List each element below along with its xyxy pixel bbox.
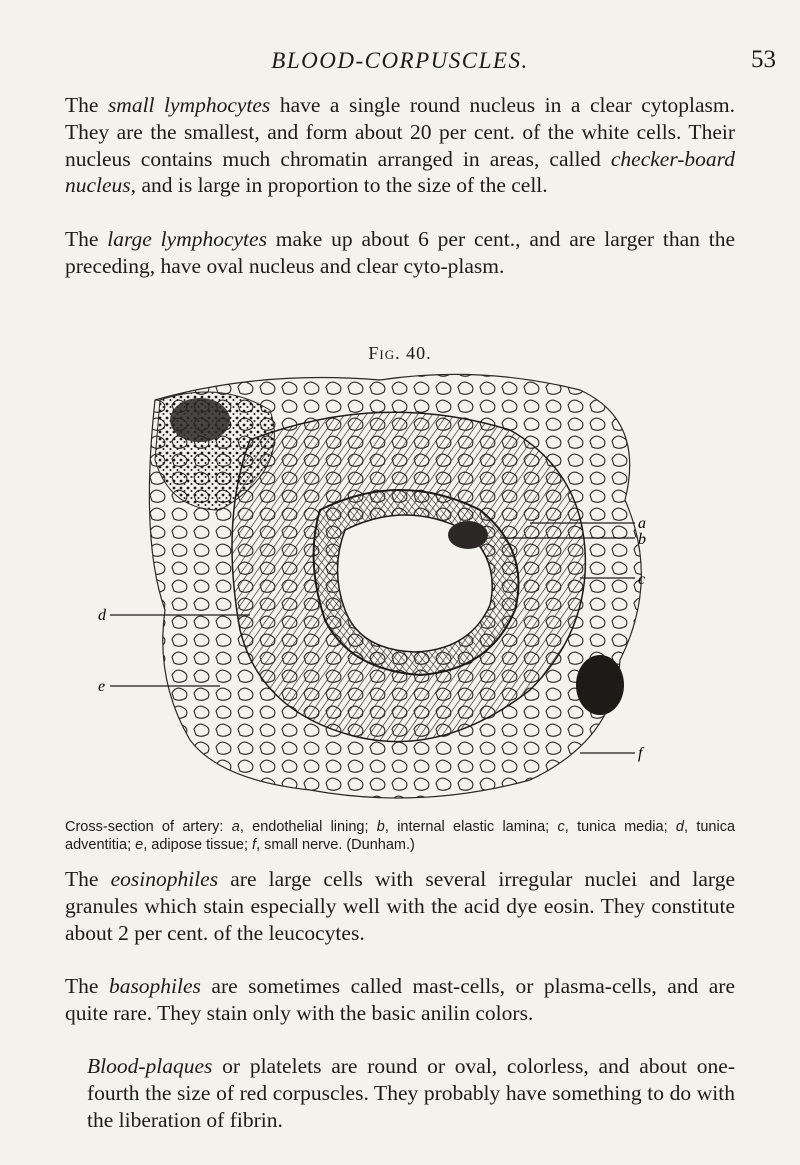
label-c: c [638,571,646,588]
text: and is large in proportion to the size of the cell. [136,173,548,198]
term-small-lymphocytes: small lymphocytes [107,93,271,117]
figure-caption [65,818,735,854]
text: , adipose tissue; [143,837,253,853]
text: have a single round nucleus in a clear cytoplasm. They are the smallest, and form about 20 per cent. of the white cells. Their nucleus contains much chromatin arranged in areas, called [65,93,735,171]
term-basophiles: basophiles [108,974,201,998]
figure-title: Fig. 40. [368,343,432,363]
text: Cross-section of artery: [65,819,232,835]
caption-key-e: e [135,837,144,853]
text: The [65,93,108,117]
label-e: e [98,678,106,695]
caption-key-a: a [231,819,240,835]
label-f: f [638,745,643,762]
paragraph-blood-plaques [65,1053,735,1133]
text: , endothelial lining; [239,819,377,835]
text: The [65,227,108,251]
caption-key-c: c [557,819,565,835]
page-header [0,48,800,88]
dark-cluster [448,521,488,549]
text: , tunica media; [564,819,676,835]
text: , internal elastic lamina; [384,819,558,835]
text: , small nerve. (Dunham.) [256,837,415,853]
term-checker-board-nucleus: checker-board nucleus, [65,146,735,198]
text: are large cells with several irregular nuclei and large granules which stain especially well with the acid dye eosin. They constitute about 2 per cent. of the leucocytes. [65,867,735,945]
text: are sometimes called mast-cells, or plasma-cells, and are quite rare. They stain only with the basic anilin colors. [65,974,735,1025]
caption-key-d: d [675,819,684,835]
nerve-bundle [576,655,624,715]
text: The [65,867,111,891]
text: The [65,974,109,998]
artery-illustration [60,360,740,805]
caption-key-b: b [376,819,385,835]
paragraph-eosinophiles [65,866,735,946]
label-d: d [98,607,106,624]
text: make up about 6 per cent., and are larger than the preceding, have oval nucleus and clear cyto-plasm. [65,227,735,278]
text: or platelets are round or oval, colorless, and about one-fourth the size of red corpuscles. They probably have something to do with the liberation of fibrin. [87,1054,735,1132]
artery-cross-section-figure [60,360,740,805]
text: , tunica adventitia; [65,819,736,853]
term-eosinophiles: eosinophiles [110,867,219,891]
page-number: 53 [751,46,776,73]
paragraph-basophiles [65,973,735,1027]
term-large-lymphocytes: large lymphocytes [107,227,267,251]
label-b: b [638,531,646,548]
dark-cluster [170,398,230,442]
label-a: a [638,515,646,532]
paragraph-large-lymphocytes [65,226,735,280]
term-blood-plaques: Blood-plaques [87,1054,213,1078]
paragraph-small-lymphocytes [65,92,735,199]
running-head: BLOOD-CORPUSCLES. [271,48,529,73]
caption-key-f: f [252,837,257,853]
